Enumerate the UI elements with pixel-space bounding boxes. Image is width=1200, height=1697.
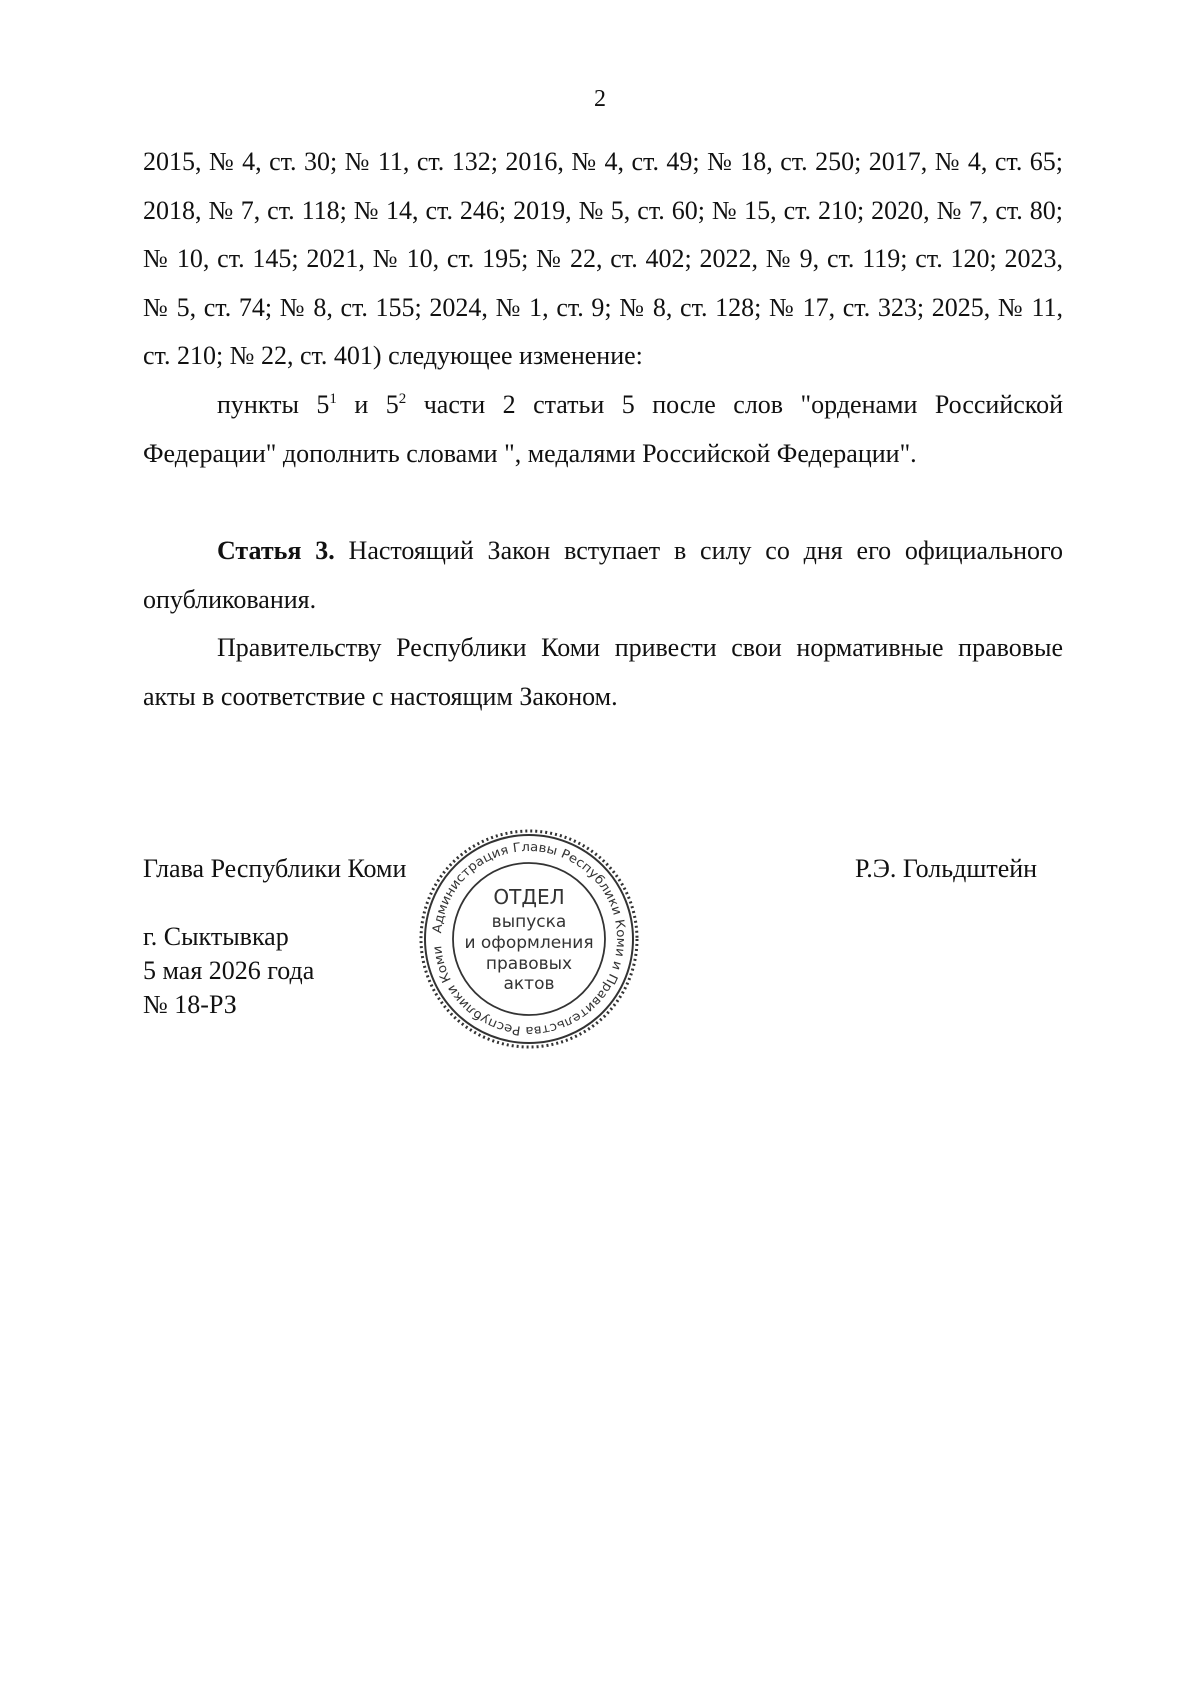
stamp-ring-text: Администрация Главы Республики Коми и Правительства Республики Коми [429, 838, 630, 1040]
article-3-paragraph [143, 527, 1063, 624]
stamp-line-5: актов [503, 974, 555, 994]
superscript-2: 2 [398, 390, 407, 407]
superscript-1: 1 [329, 390, 337, 407]
stamp-line-4: правовых [485, 954, 573, 974]
signatory-name: Р.Э. Гольдштейн [855, 854, 1038, 883]
city: г. Сыктывкар [143, 922, 289, 951]
article-3-text: Настоящий Закон вступает в силу со дня его официального опубликования. [143, 536, 1064, 614]
document-body [143, 138, 1063, 722]
amendment-text-part3: части 2 статьи 5 после слов "орденами Российской Федерации" дополнить словами ", медалями Российской Федерации". [143, 389, 1064, 468]
stamp-line-3: и оформления [464, 933, 594, 953]
article-3-title: Статья 3. [217, 536, 335, 566]
place-date-block [143, 920, 314, 1022]
law-number: № 18-РЗ [143, 990, 237, 1019]
stamp-line-1: ОТДЕЛ [493, 885, 565, 909]
amendment-paragraph [143, 381, 1063, 478]
government-instruction-paragraph: Правительству Республики Коми привести свои нормативные правовые акты в соответствие с настоящим Законом. [143, 633, 1063, 711]
law-date: 5 мая 2026 года [143, 956, 315, 985]
signatory-position: Глава Республики Коми [143, 854, 407, 883]
amendment-text-part2: и 5 [336, 389, 399, 419]
stamp-line-2: выпуска [491, 912, 567, 932]
paragraph-gap [143, 478, 1063, 527]
citation-paragraph: 2015, № 4, ст. 30; № 11, ст. 132; 2016, № 4, ст. 49; № 18, ст. 250; 2017, № 4, ст. 65; 2018, № 7, ст. 118; № 14, ст. 246; 2019, № 5, ст. 60; № 15, ст. 210; 2020, № 7, ст. 80; № 10, ст. 145; 2021, № 10, ст. 195; № 22, ст. 402; 2022, № 9, ст. 119; ст. 120; 2023, № 5, ст. 74; № 8, ст. 155; 2024, № 1, ст. 9; № 8, ст. 128; № 17, ст. 323; 2025, № 11, ст. 210; № 22, ст. 401) следующее изменение: [143, 147, 1063, 371]
amendment-text-part1: пункты 5 [217, 389, 330, 419]
official-seal-stamp [416, 826, 642, 1052]
page-number: 2 [594, 86, 606, 112]
